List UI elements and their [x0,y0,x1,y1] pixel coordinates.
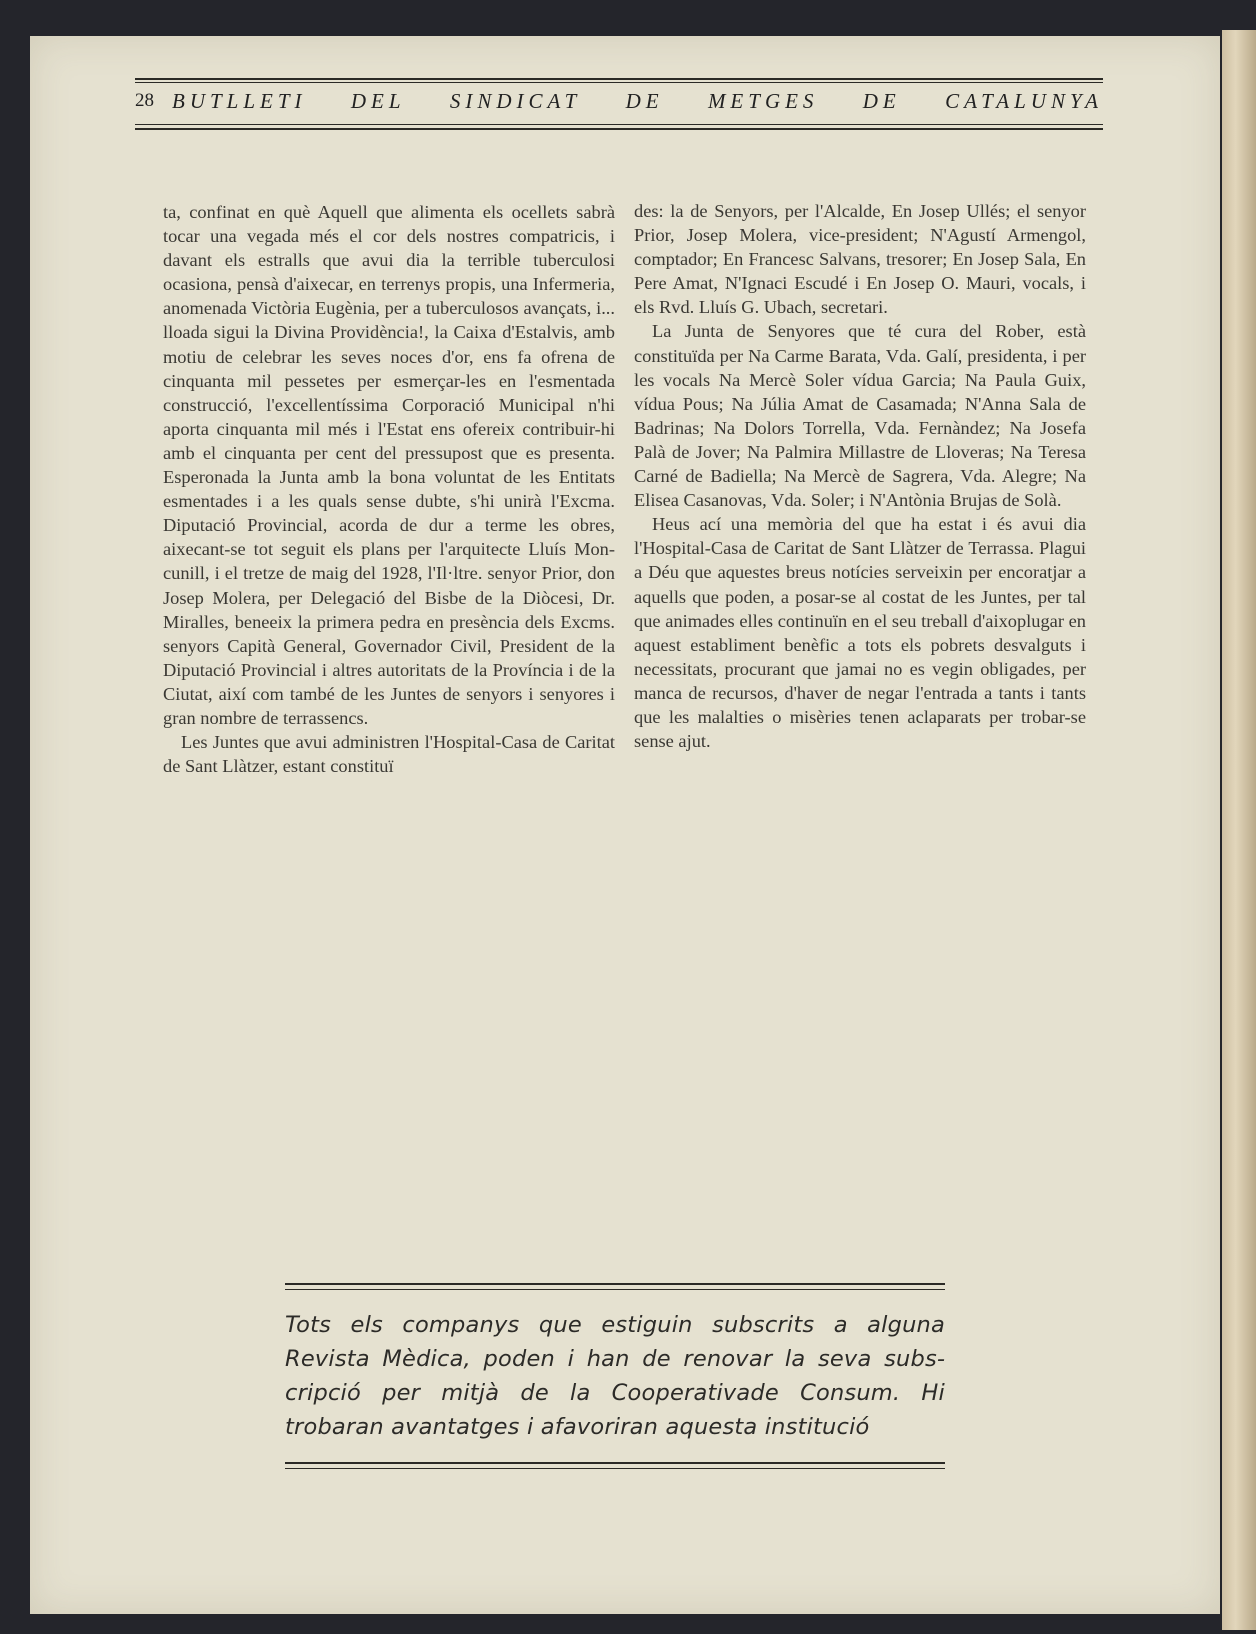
running-header [135,78,1103,138]
right-column [634,199,1086,753]
paragraph: des: la de Senyors, per l'Alcalde, En Josep Ullés; el senyor Prior, Josep Molera, vice-president; N'Agustí Armengol, comptador; En Francesc Salvans, tresorer; En Josep Sala, En Pere Amat, N'Ignaci Escudé i En Josep O. Mauri, vocals, i els Rvd. Lluís G. Ubach, secretari. [634,201,1086,318]
left-column [163,200,615,778]
notice-text: Tots els companys que estiguin subscrits a alguna Revista Mèdica, poden i han de renovar la seva subscripció per mitjà de la Cooperativade Consum. Hi trobaran avantatges i afavoriran aquesta institució [285,1312,945,1440]
title-word: SINDICAT [449,88,582,113]
notice-bottom-rule [285,1462,945,1464]
paragraph: Heus ací una memòria del que ha estat i és avui dia l'Hospital-Casa de Caritat de Sant Llàtzer de Terrassa. Plagui a Déu que aquestes breus notícies serveixin per encoratjar a aquells que poden, a posar-se al costat de les Juntes, per tal que animades elles continuïn en el seu treball d'aixoplugar en aquest establiment benèfic a tots els pobrets desvalguts i necessitats, procurant que jamai no es vegin obligades, per manca de recursos, d'haver de negar l'entrada a tants i tants que les malalties o misèries tenen aclaparats per trobar-se sense ajut. [634,514,1086,752]
title-word: DEL [350,88,406,113]
header-top-rule-thin [135,82,1103,83]
header-bottom-rule [135,128,1103,130]
title-word: DE [862,88,901,113]
header-top-rule [135,78,1103,80]
title-word: DE [625,88,664,113]
title-word: CATALUNYA [945,88,1103,113]
header-bottom-rule-thin [135,124,1103,125]
header-line [135,86,1103,116]
book-edge [1222,30,1256,1630]
notice-top-rule [285,1283,945,1285]
journal-title [172,89,1103,114]
paragraph: La Junta de Senyores que té cura del Rober, està constituïda per Na Carme Barata, Vda. Galí, presidenta, i per les vocals Na Mercè Soler vídua Garcia; Na Paula Guix, vídua Pous; Na Júlia Amat de Casamada; N'Anna Sala de Badrinas; Na Dolors Torrella, Vda. Fernàndez; Na Josefa Palà de Jover; Na Palmira Millastre de Lloveras; Na Teresa Carné de Badiella; Na Mercè de Sagrera, Vda. Alegre; Na Elisea Casanovas, Vda. Soler; i N'Antònia Brujas de Solà. [634,321,1086,511]
notice-bottom-rule-thin [285,1468,945,1469]
page-number: 28 [135,90,154,111]
paragraph: Les Juntes que avui administren l'Hospital-Casa de Caritat de Sant Llàtzer, estant constituï [163,732,615,777]
notice-top-rule-thin [285,1289,945,1290]
cooperative-notice [285,1283,945,1469]
paragraph: ta, confinat en què Aquell que alimenta els ocellets sabrà tocar una vegada més el cor dels nostres compatricis, i davant els estralls que avui dia la terrible tuberculosi ocasiona, pensà d'aixecar, en terrenys propis, una Infermeria, anomenada Victòria Eugènia, per a tuberculosos avançats, i... lloada sigui la Divina Providència!, la Caixa d'Estalvis, amb motiu de celebrar les seves noces d'or, ens fa ofrena de cinquanta mil pessetes per esmerçar-les en l'esmentada construcció, l'excellentíssima Corporació Municipal n'hi aporta cinquanta mil més i l'Estat ens ofereix contribuir-hi amb el cinquanta per cent del pressupost que es presenta. Esperonada la Junta amb la bona voluntat de les Entitats esmentades i a les quals sense dubte, s'hi unirà l'Excma. Diputació Provincial, acorda de dur a terme les obres, aixecant-se tot seguit els plans per l'arquitecte Lluís Moncunill, i el tretze de maig del 1928, l'Il·ltre. senyor Prior, don Josep Molera, per Delegació del Bisbe de la Diòcesi, Dr. Miralles, beneeix la primera pedra en presència dels Excms. senyors Capità General, Governador Civil, President de la Diputació Provincial i altres autoritats de la Província i de la Ciutat, així com també de les Juntes de senyors i senyores i gran nombre de terrassencs. [163,202,615,728]
title-word: BUTLLETI [172,88,307,113]
title-word: METGES [707,88,819,113]
